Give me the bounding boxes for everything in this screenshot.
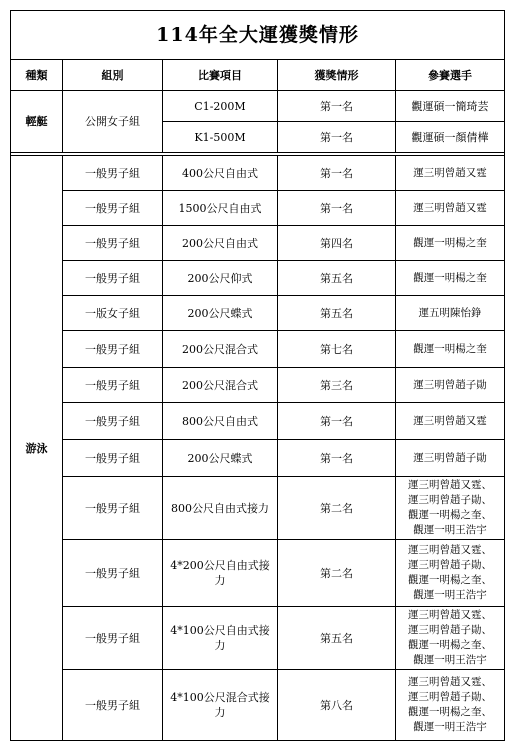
result-cell: 第一名 — [278, 122, 396, 153]
category-cell: 輕艇 — [11, 91, 63, 153]
table-row — [11, 191, 505, 226]
group-cell: 一般男子組 — [63, 540, 163, 607]
player-name: 運三明曾趙子勛 — [413, 451, 487, 464]
group-cell: 一般男子組 — [63, 368, 163, 403]
table-row — [11, 261, 505, 296]
players-cell — [396, 368, 505, 403]
players-cell — [396, 226, 505, 261]
table-row — [11, 607, 505, 670]
awards-table — [10, 10, 505, 741]
event-cell: 200公尺混合式 — [163, 368, 278, 403]
player-name: 運三明曾趙又霆、 — [408, 676, 492, 688]
player-name: 觀運一明王浩宇 — [413, 524, 487, 536]
event-cell: 4*100公尺混合式接力 — [163, 670, 278, 741]
player-name: 運三明曾趙又霆、 — [408, 479, 492, 491]
player-name: 運三明曾趙子勛、 — [408, 624, 492, 636]
table-row — [11, 540, 505, 607]
player-name: 運三明曾趙又霆 — [413, 166, 487, 179]
table-row — [11, 226, 505, 261]
player-name: 運三明曾趙又霆 — [413, 201, 487, 214]
players-cell — [396, 296, 505, 331]
player-name: 運三明曾趙子勛 — [413, 378, 487, 391]
table-row — [11, 156, 505, 191]
table-row — [11, 91, 505, 122]
result-cell: 第七名 — [278, 331, 396, 368]
group-cell: 一般男子組 — [63, 477, 163, 540]
result-cell: 第一名 — [278, 91, 396, 122]
table-row — [11, 331, 505, 368]
group-cell: 一般男子組 — [63, 440, 163, 477]
event-cell: 200公尺混合式 — [163, 331, 278, 368]
players-cell — [396, 261, 505, 296]
player-name: 觀運一明楊之奎 — [413, 236, 487, 249]
player-name: 觀運一明王浩宇 — [413, 589, 487, 601]
header-group: 組別 — [63, 60, 163, 91]
group-cell: 一般男子組 — [63, 403, 163, 440]
player-name: 觀運一明楊之奎、 — [408, 509, 492, 521]
result-cell: 第三名 — [278, 368, 396, 403]
player-name: 觀運一明楊之奎 — [413, 271, 487, 284]
player-name: 觀運一明王浩宇 — [413, 654, 487, 666]
table-row — [11, 477, 505, 540]
event-cell: K1-500M — [163, 122, 278, 153]
event-cell: C1-200M — [163, 91, 278, 122]
event-cell: 200公尺蝶式 — [163, 440, 278, 477]
players-cell — [396, 540, 505, 607]
event-cell: 4*200公尺自由式接力 — [163, 540, 278, 607]
player-name: 觀運一明楊之奎、 — [408, 639, 492, 651]
players-cell — [396, 331, 505, 368]
header-event: 比賽項目 — [163, 60, 278, 91]
result-cell: 第二名 — [278, 540, 396, 607]
header-result: 獲獎情形 — [278, 60, 396, 91]
event-cell: 200公尺自由式 — [163, 226, 278, 261]
result-cell: 第四名 — [278, 226, 396, 261]
table-row — [11, 440, 505, 477]
table-row — [11, 403, 505, 440]
player-name: 運三明曾趙子勛、 — [408, 559, 492, 571]
group-cell: 一般男子組 — [63, 226, 163, 261]
players-cell — [396, 607, 505, 670]
result-cell: 第一名 — [278, 403, 396, 440]
players-cell — [396, 440, 505, 477]
page-title: 114年全大運獲獎情形 — [11, 11, 505, 60]
group-cell: 一般男子組 — [63, 261, 163, 296]
event-cell: 400公尺自由式 — [163, 156, 278, 191]
group-cell: 一版女子組 — [63, 296, 163, 331]
result-cell: 第五名 — [278, 296, 396, 331]
players-cell: 觀運碩一顏倩樺 — [396, 122, 505, 153]
event-cell: 200公尺蝶式 — [163, 296, 278, 331]
result-cell: 第五名 — [278, 261, 396, 296]
result-cell: 第一名 — [278, 440, 396, 477]
player-name: 運三明曾趙子勛、 — [408, 691, 492, 703]
header-players: 參賽選手 — [396, 60, 505, 91]
event-cell: 200公尺仰式 — [163, 261, 278, 296]
player-name: 運三明曾趙又霆 — [413, 414, 487, 427]
group-cell: 一般男子組 — [63, 331, 163, 368]
player-name: 運三明曾趙又霆、 — [408, 609, 492, 621]
event-cell: 800公尺自由式接力 — [163, 477, 278, 540]
player-name: 觀運一明楊之奎、 — [408, 574, 492, 586]
player-name: 觀運一明王浩宇 — [413, 721, 487, 733]
header-row — [11, 60, 505, 91]
group-cell: 一般男子組 — [63, 191, 163, 226]
event-cell: 800公尺自由式 — [163, 403, 278, 440]
event-cell: 4*100公尺自由式接力 — [163, 607, 278, 670]
event-cell: 1500公尺自由式 — [163, 191, 278, 226]
group-cell: 一般男子組 — [63, 670, 163, 741]
players-cell — [396, 477, 505, 540]
result-cell: 第二名 — [278, 477, 396, 540]
player-name: 運三明曾趙子勛、 — [408, 494, 492, 506]
player-name: 觀運一明楊之奎、 — [408, 706, 492, 718]
player-name: 運三明曾趙又霆、 — [408, 544, 492, 556]
table-row — [11, 368, 505, 403]
player-name: 觀運一明楊之奎 — [413, 342, 487, 355]
result-cell: 第五名 — [278, 607, 396, 670]
header-category: 種類 — [11, 60, 63, 91]
result-cell: 第八名 — [278, 670, 396, 741]
result-cell: 第一名 — [278, 191, 396, 226]
category-cell: 游泳 — [11, 156, 63, 741]
group-cell: 一般男子組 — [63, 156, 163, 191]
group-cell: 一般男子組 — [63, 607, 163, 670]
result-cell: 第一名 — [278, 156, 396, 191]
players-cell — [396, 156, 505, 191]
group-cell: 公開女子組 — [63, 91, 163, 153]
awards-document — [10, 10, 504, 741]
players-cell — [396, 403, 505, 440]
player-name: 運五明陳怡錚 — [418, 306, 482, 319]
players-cell — [396, 191, 505, 226]
players-cell: 觀運碩一簡琦芸 — [396, 91, 505, 122]
table-row — [11, 296, 505, 331]
